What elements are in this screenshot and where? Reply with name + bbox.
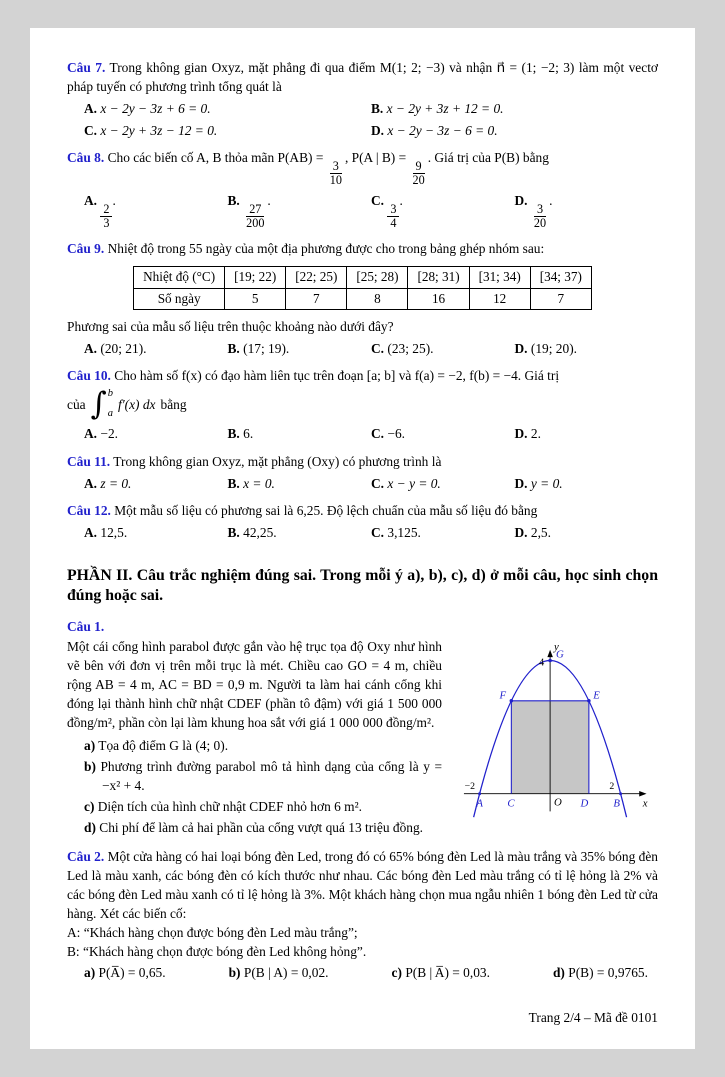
table-cell: [28; 31)	[408, 266, 469, 288]
tick-label-4: 4	[538, 656, 545, 669]
x-axis-arrow	[639, 791, 646, 796]
part2-heading: PHẦN II. Câu trắc nghiệm đúng sai. Trong mỗi ý a), b), c), d) ở mỗi câu, học sinh chọn đúng hoặc sai.	[67, 566, 658, 605]
question-text: Nhiệt độ trong 55 ngày của một địa phương được cho trong bảng ghép nhóm sau:	[107, 240, 545, 256]
question-text: Trong không gian Oxyz, mặt phẳng đi qua điểm M(1; 2; −3) và nhận n⃗ = (1; −2; 3) làm một vectơ pháp tuyến có phương trình tổng quát là	[67, 60, 658, 95]
fraction: $\frac{2}{3}$	[100, 203, 112, 231]
integral-limits	[108, 387, 113, 421]
question-9-options	[67, 339, 658, 358]
question-p2-1	[67, 617, 658, 838]
option-b: B. 42,25.	[227, 524, 277, 540]
page-footer: Trang 2/4 – Mã đề 0101	[528, 1009, 658, 1025]
parabola-figure-svg	[452, 639, 658, 827]
option-d: D. $\frac{3}{20}$ .	[514, 193, 553, 231]
question-12-options	[67, 523, 658, 542]
question-11-statement	[67, 452, 658, 471]
origin-label-O: O	[554, 796, 562, 809]
question-p2-2-statement	[67, 847, 658, 923]
table-cell: 16	[408, 288, 469, 310]
point-F	[510, 699, 514, 703]
point-label-D: D	[580, 797, 589, 810]
item-a: a) Tọa độ điểm G là (4; 0).	[84, 737, 229, 753]
table-cell: 5	[225, 288, 286, 310]
point-label-G: G	[555, 648, 564, 661]
point-label-E: E	[593, 690, 600, 703]
option-c: C. (23; 25).	[371, 341, 434, 357]
question-11-options	[67, 474, 658, 493]
point-label-B: B	[613, 797, 620, 810]
question-7-options	[67, 99, 658, 140]
option-a: A. x − 2y − 3z + 6 = 0.	[84, 101, 211, 117]
table-cell: [25; 28)	[347, 266, 408, 288]
table-cell: [19; 22)	[225, 266, 286, 288]
question-label: Câu 2.	[67, 848, 105, 864]
point-E	[587, 699, 591, 703]
question-text-pre: Cho các biến cố A, B thỏa mãn P(AB) =	[107, 150, 324, 166]
integral	[91, 387, 113, 421]
integrand: f′(x) dx	[118, 396, 156, 412]
question-text: Một mẫu số liệu có phương sai là 6,25. Độ lệch chuẩn của mẫu số liệu đó bằng	[114, 502, 538, 518]
question-text-mid: , P(A | B) =	[344, 150, 407, 166]
option-d: D. (19; 20).	[514, 341, 578, 357]
lower-limit: a	[107, 407, 113, 419]
item-c: c) P(B | A̅) = 0,03.	[391, 964, 490, 980]
question-8-options	[67, 191, 658, 231]
question-8-statement	[67, 148, 658, 188]
question-11	[67, 452, 658, 493]
axis-label-y: y	[554, 641, 559, 654]
option-b: B. $\frac{27}{200}$ .	[227, 193, 271, 231]
question-label: Câu 1.	[67, 619, 105, 635]
question-10	[67, 366, 658, 443]
option-a: A. z = 0.	[84, 475, 132, 491]
table-cell: 8	[347, 288, 408, 310]
question-p2-2	[67, 847, 658, 982]
option-a: A. $\frac{2}{3}$ .	[84, 193, 116, 231]
question-text: Một cửa hàng có hai loại bóng đèn Led, trong đó có 65% bóng đèn Led là màu trắng và 35% bóng đèn Led là màu xanh, các bóng đèn có kích thước như nhau. Các bóng đèn Led màu trắng có tỉ lệ hỏng là 2% và các bóng đèn Led màu xanh có tỉ lệ hỏng là 3%. Một khách hàng chọn mua ngẫu nhiên 1 bóng đèn Led từ cửa hàng. Xét các biến cố:	[67, 848, 658, 921]
table-cell: 12	[469, 288, 530, 310]
option-d: D. 2.	[514, 426, 541, 442]
question-label: Câu 10.	[67, 368, 111, 384]
question-text: Cho hàm số f(x) có đạo hàm liên tục trên đoạn [a; b] và f(a) = −2, f(b) = −4. Giá trị	[114, 368, 560, 384]
fraction: $\frac{27}{200}$	[246, 201, 265, 231]
option-d: D. x − 2y − 3z − 6 = 0.	[371, 123, 498, 139]
item-c: c) Diện tích của hình chữ nhật CDEF nhỏ hơn 6 m².	[84, 798, 362, 814]
point-label-C: C	[507, 797, 515, 810]
table-cell: [22; 25)	[286, 266, 347, 288]
exam-page	[30, 28, 695, 1049]
question-label: Câu 12.	[67, 502, 111, 518]
table-cell: Số ngày	[134, 288, 225, 310]
question-7-statement	[67, 58, 658, 96]
option-c: C. 3,125.	[371, 524, 421, 540]
question-text-post: . Giá trị của P(B) bằng	[427, 150, 549, 166]
question-12	[67, 501, 658, 542]
y-axis-arrow	[547, 650, 552, 657]
point-A	[478, 793, 481, 796]
question-10-statement	[67, 366, 658, 385]
option-a: A. (20; 21).	[84, 341, 147, 357]
question-label: Câu 9.	[67, 240, 105, 256]
question-9-statement	[67, 239, 658, 258]
option-d: D. 2,5.	[514, 524, 551, 540]
question-p2-2-items	[67, 961, 658, 982]
option-d: D. y = 0.	[514, 475, 563, 491]
tick-label-2: 2	[609, 781, 615, 793]
question-label: Câu 11.	[67, 453, 111, 469]
item-d: d) P(B) = 0,9765.	[552, 964, 648, 980]
table-cell: 7	[286, 288, 347, 310]
option-a: A. −2.	[84, 426, 118, 442]
question-7	[67, 58, 658, 140]
point-label-A: A	[476, 797, 483, 810]
option-c: C. x − 2y + 3z − 12 = 0.	[84, 123, 218, 139]
integral-sign: ∫	[90, 385, 107, 422]
option-c: C. x − y = 0.	[371, 475, 441, 491]
frequency-table	[133, 266, 592, 310]
tick-label-minus2: −2	[464, 781, 476, 793]
axis-label-x: x	[642, 797, 648, 810]
item-b: b) P(B | A) = 0,02.	[228, 964, 329, 980]
table-row	[134, 288, 592, 310]
integral-line	[67, 387, 658, 421]
table-cell: Nhiệt độ (°C)	[134, 266, 225, 288]
question-9	[67, 239, 658, 359]
integral-line-pre: của	[67, 396, 86, 412]
option-b: B. x = 0.	[227, 475, 275, 491]
event-a-definition: A: “Khách hàng chọn được bóng đèn Led màu trắng”;	[67, 924, 358, 940]
option-b: B. x − 2y + 3z + 12 = 0.	[371, 101, 504, 117]
option-a: A. 12,5.	[84, 524, 128, 540]
fraction: $\frac{9}{20}$	[412, 158, 425, 188]
event-b-definition: B: “Khách hàng chọn được bóng đèn Led không hỏng”.	[67, 943, 367, 959]
item-d: d) Chi phí để làm cả hai phần của cổng vượt quá 13 triệu đồng.	[84, 819, 424, 835]
parabola-figure	[452, 639, 658, 832]
option-c: C. $\frac{3}{4}$ .	[371, 193, 403, 231]
option-b: B. (17; 19).	[227, 341, 290, 357]
question-10-options	[67, 424, 658, 443]
question-label: Câu 7.	[67, 60, 106, 75]
table-cell: [34; 37)	[530, 266, 591, 288]
point-G	[548, 659, 552, 663]
upper-limit: b	[107, 388, 113, 400]
point-label-F: F	[499, 690, 507, 703]
question-label: Câu 8.	[67, 150, 105, 166]
table-row	[134, 266, 592, 288]
point-B	[619, 793, 622, 796]
question-text: Trong không gian Oxyz, mặt phẳng (Oxy) có phương trình là	[113, 453, 442, 469]
question-12-statement	[67, 501, 658, 520]
question-8	[67, 148, 658, 231]
item-a: a) P(A̅) = 0,65.	[84, 964, 166, 980]
question-text: Một cái cổng hình parabol được gắn vào hệ trục tọa độ Oxy như hình vẽ bên với đơn vị trên mỗi trục là mét. Chiều cao GO = 4 m, chiều rộng AB = 4 m, AC = BD = 0,9 m. Người ta làm hai cánh cổng khi đóng lại thành hình chữ nhật CDEF (phần tô đậm) với giá 1 500 000 đồng/m², phần còn lại làm khung hoa sắt với giá 1 000 000 đồng/m².	[67, 639, 442, 731]
item-b: b) Phương trình đường parabol mô tả hình dạng của cổng là y = −x² + 4.	[84, 758, 442, 793]
table-cell: [31; 34)	[469, 266, 530, 288]
fraction: $\frac{3}{10}$	[329, 158, 342, 188]
fraction: $\frac{3}{20}$	[533, 201, 547, 231]
fraction: $\frac{3}{4}$	[387, 203, 399, 231]
option-c: C. −6.	[371, 426, 405, 442]
question-9-subtext: Phương sai của mẫu số liệu trên thuộc khoảng nào dưới đây?	[67, 319, 394, 335]
table-cell: 7	[530, 288, 591, 310]
option-b: B. 6.	[227, 426, 254, 442]
integral-line-post: bằng	[160, 396, 187, 412]
